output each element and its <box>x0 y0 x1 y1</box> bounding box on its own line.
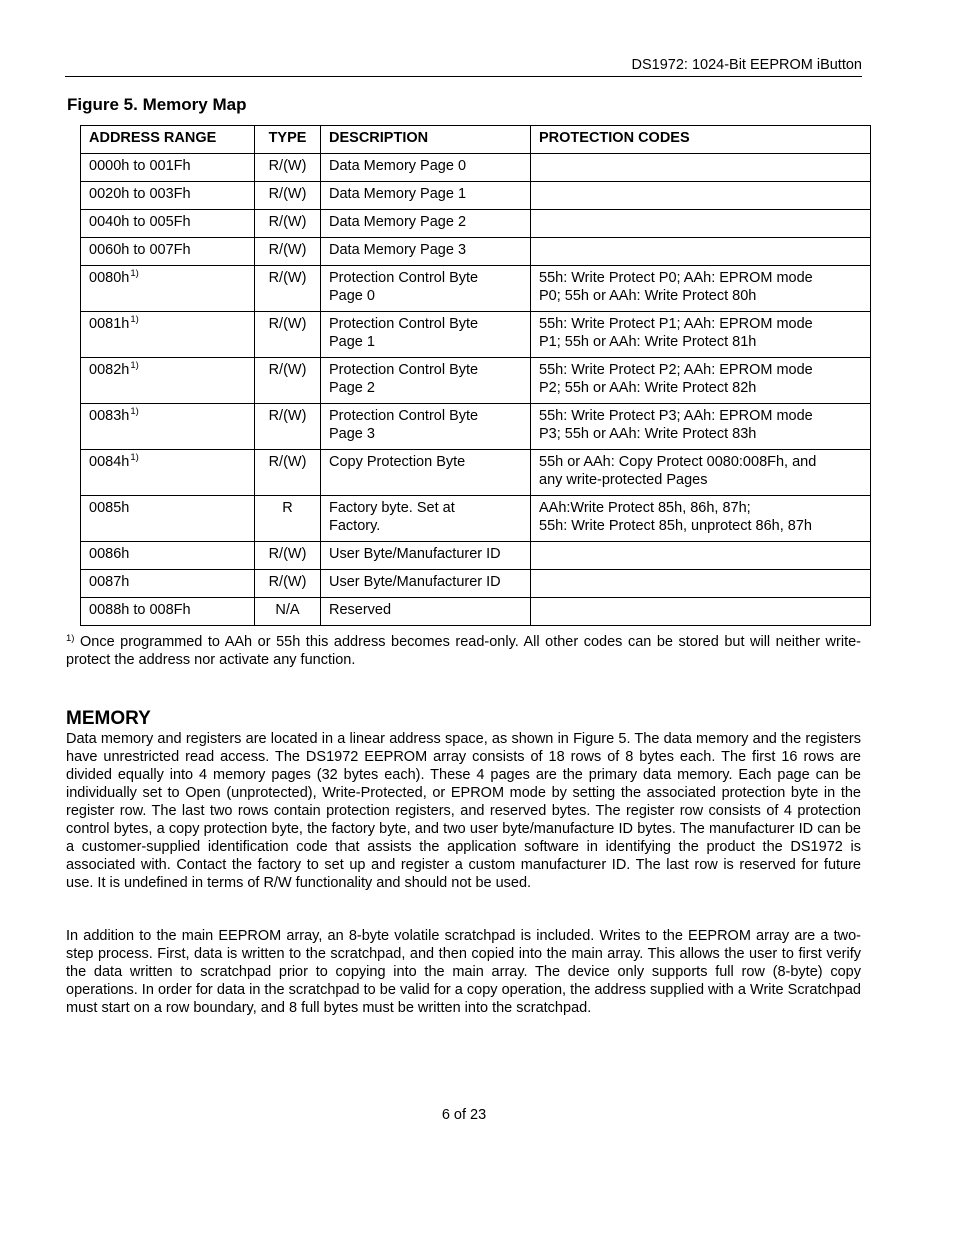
description-cell <box>321 450 531 496</box>
description-cell <box>321 570 531 598</box>
description-line: Copy Protection Byte <box>329 454 466 470</box>
protection-code-line: 55h or AAh: Copy Protect 0080:008Fh, and <box>539 454 817 470</box>
protection-codes-cell <box>531 210 871 238</box>
protection-code-line: AAh:Write Protect 85h, 86h, 87h; <box>539 500 751 516</box>
column-header-address-range: ADDRESS RANGE <box>81 126 255 154</box>
description-line: Factory. <box>329 518 381 534</box>
page-header: DS1972: 1024-Bit EEPROM iButton <box>631 57 862 73</box>
protection-code-line: 55h: Write Protect P1; AAh: EPROM mode <box>539 316 813 332</box>
description-line: Protection Control Byte <box>329 270 479 286</box>
type-cell: R/(W) <box>255 570 321 598</box>
address-text: 0040h to 005Fh <box>89 214 191 230</box>
description-cell <box>321 598 531 626</box>
protection-code-line: P1; 55h or AAh: Write Protect 81h <box>539 334 757 350</box>
address-text: 0086h <box>89 546 130 562</box>
table-row <box>81 496 871 542</box>
column-header-protection-codes: PROTECTION CODES <box>531 126 871 154</box>
address-text: 0088h to 008Fh <box>89 602 191 618</box>
protection-code-line: 55h: Write Protect P3; AAh: EPROM mode <box>539 408 813 424</box>
description-line: Factory byte. Set at <box>329 500 455 516</box>
protection-codes-cell <box>531 182 871 210</box>
table-row <box>81 570 871 598</box>
table-row <box>81 404 871 450</box>
protection-code-line: 55h: Write Protect P0; AAh: EPROM mode <box>539 270 813 286</box>
address-text: 0083h <box>89 408 130 424</box>
column-header-description: DESCRIPTION <box>321 126 531 154</box>
description-line: Data Memory Page 1 <box>329 186 467 202</box>
table-row <box>81 210 871 238</box>
protection-code-line: P0; 55h or AAh: Write Protect 80h <box>539 288 757 304</box>
type-cell: R/(W) <box>255 238 321 266</box>
type-cell: R/(W) <box>255 450 321 496</box>
description-line: Reserved <box>329 602 392 618</box>
protection-code-line: 55h: Write Protect P2; AAh: EPROM mode <box>539 362 813 378</box>
header-rule <box>65 76 862 77</box>
description-cell <box>321 404 531 450</box>
address-cell <box>81 210 255 238</box>
description-cell <box>321 358 531 404</box>
table-row <box>81 450 871 496</box>
description-line: Data Memory Page 3 <box>329 242 467 258</box>
address-text: 0087h <box>89 574 130 590</box>
protection-codes-cell <box>531 266 871 312</box>
address-cell <box>81 598 255 626</box>
table-row <box>81 238 871 266</box>
table-footnote <box>66 633 861 669</box>
description-line: Page 1 <box>329 334 375 350</box>
type-cell: R/(W) <box>255 404 321 450</box>
protection-codes-cell <box>531 542 871 570</box>
address-cell <box>81 358 255 404</box>
table-row <box>81 182 871 210</box>
description-cell <box>321 266 531 312</box>
protection-codes-cell <box>531 598 871 626</box>
table-row <box>81 312 871 358</box>
description-line: Data Memory Page 0 <box>329 158 467 174</box>
description-cell <box>321 542 531 570</box>
memory-paragraph-1: Data memory and registers are located in a linear address space, as shown in Figure 5. The data memory and the registers have unrestricted read access. The DS1972 EEPROM array consists of 18 rows of 8 bytes each. The first 16 rows are divided equally into 4 memory pages (32 bytes each). These 4 pages are the primary data memory. Each page can be individually set to Open (unprotected), Write-Protected, or EPROM mode by setting the associated protection byte in the register row. The last two rows contain protection registers, and reserved bytes. The register row consists of 4 protection control bytes, a copy protection byte, the factory byte, and two user byte/manufacture ID bytes. The manufacturer ID can be a customer-supplied identification code that assists the application software in identifying the product the DS1972 is associated with. Contact the factory to set up and register a custom manufacturer ID. The last row is reserved for future use. It is undefined in terms of R/W functionality and should not be used. <box>66 731 861 891</box>
description-line: Page 3 <box>329 426 375 442</box>
type-cell: R/(W) <box>255 210 321 238</box>
memory-map-table <box>80 125 871 626</box>
protection-code-line: any write-protected Pages <box>539 472 708 488</box>
address-cell <box>81 238 255 266</box>
address-text: 0084h <box>89 454 130 470</box>
address-cell <box>81 496 255 542</box>
footnote-ref: 1) <box>130 268 139 279</box>
description-line: Page 0 <box>329 288 375 304</box>
description-cell <box>321 182 531 210</box>
protection-codes-cell <box>531 450 871 496</box>
type-cell: R/(W) <box>255 312 321 358</box>
type-cell: R/(W) <box>255 154 321 182</box>
address-text: 0060h to 007Fh <box>89 242 191 258</box>
description-cell <box>321 496 531 542</box>
type-cell: N/A <box>255 598 321 626</box>
protection-codes-cell <box>531 238 871 266</box>
protection-codes-cell <box>531 154 871 182</box>
type-cell: R <box>255 496 321 542</box>
description-line: Data Memory Page 2 <box>329 214 467 230</box>
description-cell <box>321 210 531 238</box>
table-row <box>81 154 871 182</box>
memory-paragraph-2: In addition to the main EEPROM array, an 8-byte volatile scratchpad is included. Writes to the EEPROM array are a two-step process. First, data is written to the scratchpad, and then copied into the main array. This allows the user to first verify the data written to scratchpad prior to copying into the main array. The device only supports full row (8-byte) copy operations. In order for data in the scratchpad to be valid for a copy operation, the address supplied with a Write Scratchpad must start on a row boundary, and 8 full bytes must be written into the scratchpad. <box>66 928 861 1016</box>
footnote-ref: 1) <box>130 406 139 417</box>
figure-title: Figure 5. Memory Map <box>67 95 247 114</box>
address-text: 0085h <box>89 500 130 516</box>
footnote-marker: 1) <box>66 633 75 644</box>
table-row <box>81 266 871 312</box>
protection-codes-cell <box>531 312 871 358</box>
address-cell <box>81 404 255 450</box>
section-heading-memory: MEMORY <box>66 708 151 729</box>
table-header-row <box>81 126 871 154</box>
description-cell <box>321 312 531 358</box>
address-text: 0000h to 001Fh <box>89 158 191 174</box>
protection-codes-cell <box>531 358 871 404</box>
address-cell <box>81 450 255 496</box>
description-cell <box>321 154 531 182</box>
protection-code-line: P3; 55h or AAh: Write Protect 83h <box>539 426 757 442</box>
description-line: User Byte/Manufacturer ID <box>329 574 501 590</box>
description-line: Protection Control Byte <box>329 408 479 424</box>
page-number: 6 of 23 <box>441 1107 487 1123</box>
description-cell <box>321 238 531 266</box>
type-cell: R/(W) <box>255 542 321 570</box>
address-text: 0020h to 003Fh <box>89 186 191 202</box>
table-row <box>81 358 871 404</box>
address-cell <box>81 542 255 570</box>
protection-code-line: P2; 55h or AAh: Write Protect 82h <box>539 380 757 396</box>
footnote-text: Once programmed to AAh or 55h this address becomes read-only. All other codes can be stored but will neither write-protect the address nor activate any function. <box>66 634 861 668</box>
description-line: User Byte/Manufacturer ID <box>329 546 501 562</box>
address-cell <box>81 570 255 598</box>
address-text: 0080h <box>89 270 130 286</box>
description-line: Page 2 <box>329 380 375 396</box>
memory-map-body <box>81 154 871 626</box>
address-text: 0081h <box>89 316 130 332</box>
table-row <box>81 598 871 626</box>
protection-codes-cell <box>531 570 871 598</box>
address-cell <box>81 312 255 358</box>
protection-code-line: 55h: Write Protect 85h, unprotect 86h, 87h <box>539 518 812 534</box>
footnote-ref: 1) <box>130 314 139 325</box>
protection-codes-cell <box>531 404 871 450</box>
table-row <box>81 542 871 570</box>
footnote-ref: 1) <box>130 452 139 463</box>
address-cell <box>81 182 255 210</box>
footnote-ref: 1) <box>130 360 139 371</box>
type-cell: R/(W) <box>255 266 321 312</box>
description-line: Protection Control Byte <box>329 316 479 332</box>
type-cell: R/(W) <box>255 358 321 404</box>
protection-codes-cell <box>531 496 871 542</box>
type-cell: R/(W) <box>255 182 321 210</box>
column-header-type: TYPE <box>255 126 321 154</box>
description-line: Protection Control Byte <box>329 362 479 378</box>
address-text: 0082h <box>89 362 130 378</box>
address-cell <box>81 266 255 312</box>
address-cell <box>81 154 255 182</box>
